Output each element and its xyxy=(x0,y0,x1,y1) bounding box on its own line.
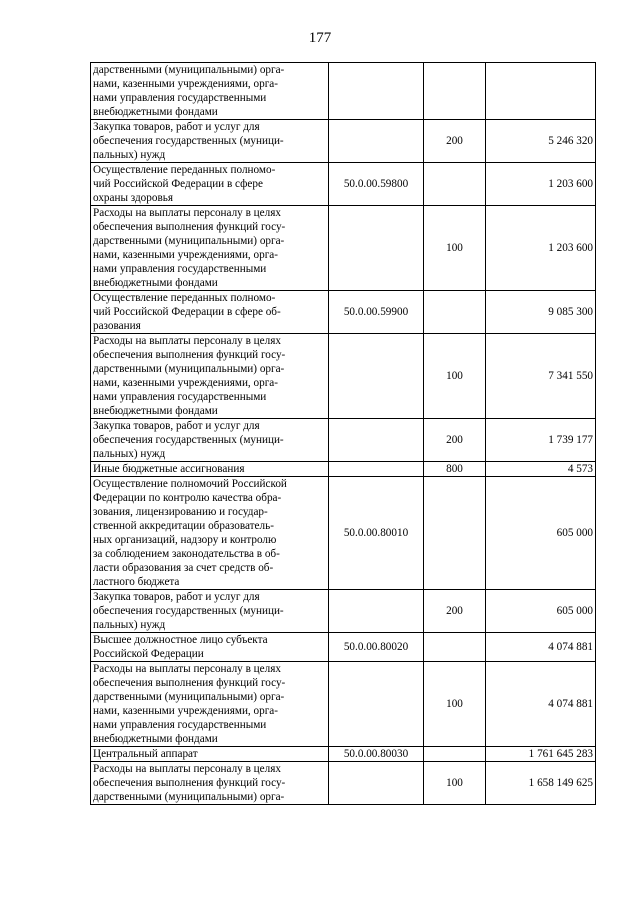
expense-name-line: внебюджетными фондами xyxy=(93,106,218,118)
expense-name-line: пальных) нужд xyxy=(93,448,166,460)
expense-type-cell xyxy=(424,477,486,590)
expense-name-line: внебюджетными фондами xyxy=(93,277,218,289)
page-number: 177 xyxy=(308,30,332,46)
budget-table-body xyxy=(91,63,596,805)
table-row xyxy=(91,462,596,477)
expense-name-cell xyxy=(91,633,329,662)
expense-name-line: Расходы на выплаты персоналу в целях xyxy=(93,763,281,775)
expense-name-cell xyxy=(91,120,329,163)
expense-name-line: чий Российской Федерации в сфере xyxy=(93,178,263,190)
expense-name-line: пальных) нужд xyxy=(93,149,166,161)
target-article-code-cell xyxy=(329,662,424,747)
expense-name-line: Расходы на выплаты персоналу в целях xyxy=(93,335,281,347)
amount-cell: 1 658 149 625 xyxy=(486,762,596,805)
expense-name-line: ластного бюджета xyxy=(93,576,180,588)
expense-name-line: нами, казенными учреждениями, орга- xyxy=(93,78,278,90)
expense-type-cell: 200 xyxy=(424,590,486,633)
expense-type-cell: 100 xyxy=(424,662,486,747)
amount-cell: 5 246 320 xyxy=(486,120,596,163)
expense-name-line: дарственными (муниципальными) орга- xyxy=(93,235,285,247)
amount-cell: 605 000 xyxy=(486,477,596,590)
expense-name-cell xyxy=(91,590,329,633)
expense-type-cell: 200 xyxy=(424,419,486,462)
amount-cell: 4 074 881 xyxy=(486,662,596,747)
expense-name-line: Осуществление переданных полномо- xyxy=(93,292,276,304)
expense-name-cell xyxy=(91,477,329,590)
table-row xyxy=(91,633,596,662)
amount-cell: 1 739 177 xyxy=(486,419,596,462)
expense-type-cell: 800 xyxy=(424,462,486,477)
expense-name-line: Расходы на выплаты персоналу в целях xyxy=(93,663,281,675)
expense-name-cell xyxy=(91,747,329,762)
expense-name-line: Закупка товаров, работ и услуг для xyxy=(93,591,260,603)
amount-cell: 4 074 881 xyxy=(486,633,596,662)
expense-name-line: зования, лицензированию и государ- xyxy=(93,506,268,518)
expense-name-line: обеспечения выполнения функций госу- xyxy=(93,677,286,689)
table-row xyxy=(91,477,596,590)
expense-name-line: дарственными (муниципальными) орга- xyxy=(93,691,285,703)
expense-name-line: охраны здоровья xyxy=(93,192,173,204)
expense-name-line: обеспечения государственных (муници- xyxy=(93,605,284,617)
expense-name-line: нами, казенными учреждениями, орга- xyxy=(93,377,278,389)
expense-name-cell xyxy=(91,462,329,477)
table-row xyxy=(91,747,596,762)
table-row xyxy=(91,291,596,334)
expense-name-line: нами, казенными учреждениями, орга- xyxy=(93,705,278,717)
amount-cell: 1 203 600 xyxy=(486,163,596,206)
expense-type-cell xyxy=(424,63,486,120)
expense-name-line: Расходы на выплаты персоналу в целях xyxy=(93,207,281,219)
expense-name-cell xyxy=(91,762,329,805)
target-article-code-cell xyxy=(329,762,424,805)
expense-name-cell xyxy=(91,419,329,462)
expense-name-line: нами управления государственными xyxy=(93,92,267,104)
expense-name-line: Иные бюджетные ассигнования xyxy=(93,463,245,475)
target-article-code-cell: 50.0.00.59800 xyxy=(329,163,424,206)
expense-name-cell xyxy=(91,334,329,419)
amount-cell xyxy=(486,63,596,120)
amount-cell: 7 341 550 xyxy=(486,334,596,419)
expense-name-line: обеспечения государственных (муници- xyxy=(93,135,284,147)
expense-name-line: дарственными (муниципальными) орга- xyxy=(93,363,285,375)
target-article-code-cell: 50.0.00.80010 xyxy=(329,477,424,590)
expense-type-cell xyxy=(424,291,486,334)
target-article-code-cell xyxy=(329,120,424,163)
expense-name-line: дарственными (муниципальными) орга- xyxy=(93,64,285,76)
expense-type-cell: 100 xyxy=(424,206,486,291)
expense-name-line: Российской Федерации xyxy=(93,648,204,660)
expense-name-line: ных организаций, надзору и контролю xyxy=(93,534,277,546)
target-article-code-cell: 50.0.00.80020 xyxy=(329,633,424,662)
expense-name-cell xyxy=(91,206,329,291)
expense-type-cell xyxy=(424,747,486,762)
target-article-code-cell: 50.0.00.59900 xyxy=(329,291,424,334)
table-row xyxy=(91,206,596,291)
expense-name-line: Закупка товаров, работ и услуг для xyxy=(93,121,260,133)
expense-name-line: Закупка товаров, работ и услуг для xyxy=(93,420,260,432)
table-row xyxy=(91,590,596,633)
expense-name-line: дарственными (муниципальными) орга- xyxy=(93,791,285,803)
table-row xyxy=(91,120,596,163)
expense-name-line: нами управления государственными xyxy=(93,263,267,275)
amount-cell: 4 573 xyxy=(486,462,596,477)
table-row xyxy=(91,163,596,206)
expense-type-cell: 100 xyxy=(424,762,486,805)
expense-name-line: обеспечения выполнения функций госу- xyxy=(93,349,286,361)
expense-type-cell: 100 xyxy=(424,334,486,419)
expense-type-cell xyxy=(424,163,486,206)
expense-name-cell xyxy=(91,63,329,120)
expense-name-line: Осуществление полномочий Российской xyxy=(93,478,287,490)
target-article-code-cell: 50.0.00.80030 xyxy=(329,747,424,762)
expense-name-cell xyxy=(91,662,329,747)
expense-name-line: ственной аккредитации образователь- xyxy=(93,520,274,532)
expense-name-line: Центральный аппарат xyxy=(93,748,198,760)
target-article-code-cell xyxy=(329,334,424,419)
amount-cell: 1 761 645 283 xyxy=(486,747,596,762)
target-article-code-cell xyxy=(329,590,424,633)
table-row xyxy=(91,662,596,747)
expense-name-line: нами управления государственными xyxy=(93,391,267,403)
expense-name-line: за соблюдением законодательства в об- xyxy=(93,548,280,560)
expense-name-line: внебюджетными фондами xyxy=(93,733,218,745)
expense-type-cell xyxy=(424,633,486,662)
expense-name-line: Высшее должностное лицо субъекта xyxy=(93,634,268,646)
target-article-code-cell xyxy=(329,462,424,477)
expense-name-line: нами управления государственными xyxy=(93,719,267,731)
expense-name-line: внебюджетными фондами xyxy=(93,405,218,417)
amount-cell: 9 085 300 xyxy=(486,291,596,334)
table-row xyxy=(91,63,596,120)
expense-type-cell: 200 xyxy=(424,120,486,163)
budget-table xyxy=(90,62,596,805)
expense-name-line: обеспечения выполнения функций госу- xyxy=(93,221,286,233)
expense-name-line: обеспечения выполнения функций госу- xyxy=(93,777,286,789)
expense-name-line: разования xyxy=(93,320,141,332)
target-article-code-cell xyxy=(329,206,424,291)
expense-name-cell xyxy=(91,163,329,206)
target-article-code-cell xyxy=(329,419,424,462)
amount-cell: 1 203 600 xyxy=(486,206,596,291)
expense-name-line: Осуществление переданных полномо- xyxy=(93,164,276,176)
expense-name-line: чий Российской Федерации в сфере об- xyxy=(93,306,281,318)
expense-name-line: ласти образования за счет средств об- xyxy=(93,562,274,574)
table-row xyxy=(91,419,596,462)
table-row xyxy=(91,334,596,419)
expense-name-line: пальных) нужд xyxy=(93,619,166,631)
expense-name-line: обеспечения государственных (муници- xyxy=(93,434,284,446)
target-article-code-cell xyxy=(329,63,424,120)
amount-cell: 605 000 xyxy=(486,590,596,633)
expense-name-line: Федерации по контролю качества обра- xyxy=(93,492,282,504)
expense-name-cell xyxy=(91,291,329,334)
expense-name-line: нами, казенными учреждениями, орга- xyxy=(93,249,278,261)
table-row xyxy=(91,762,596,805)
